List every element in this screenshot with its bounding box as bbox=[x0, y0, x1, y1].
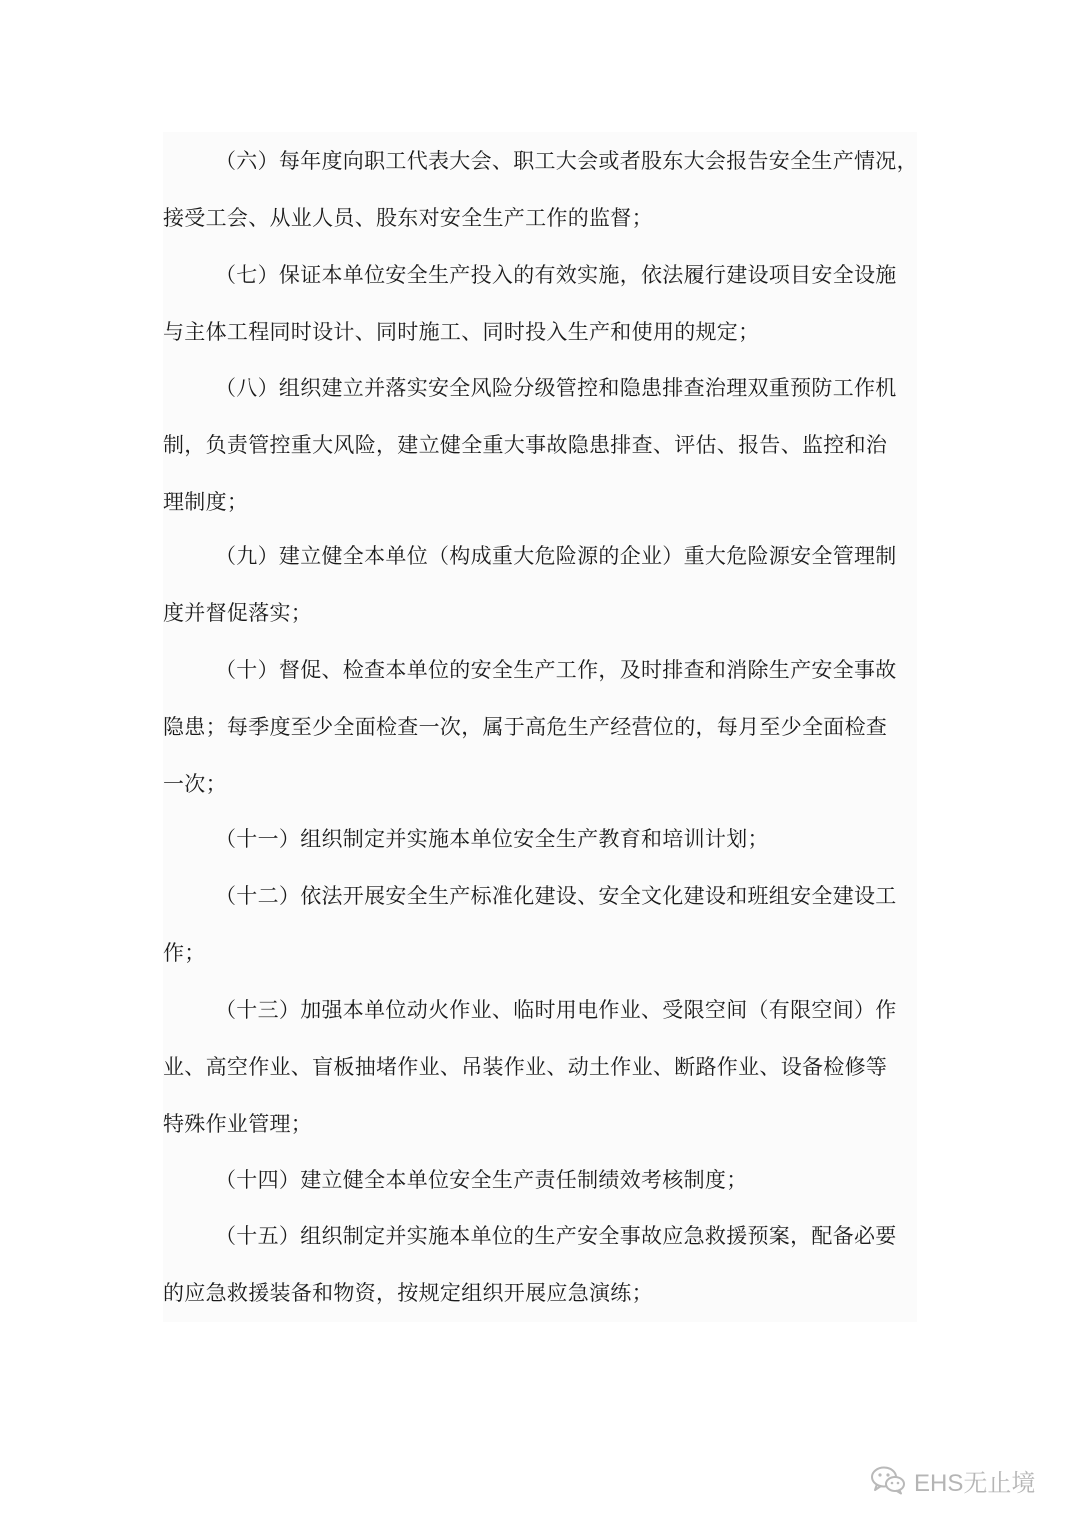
paragraph-item-7 bbox=[163, 247, 917, 361]
wechat-icon bbox=[870, 1465, 906, 1495]
paragraph-item-15 bbox=[163, 1208, 917, 1322]
paragraph-line: （七）保证本单位安全生产投入的有效实施，依法履行建设项目安全设施 bbox=[215, 263, 897, 287]
paragraph-item-14 bbox=[163, 1152, 917, 1209]
paragraph-item-12 bbox=[163, 868, 917, 982]
paragraph-line: 制，负责管控重大风险，建立健全重大事故隐患排查、评估、报告、监控和治 bbox=[163, 433, 888, 457]
paragraph-line: （十）督促、检查本单位的安全生产工作，及时排查和消除生产安全事故 bbox=[215, 658, 897, 682]
paragraph-line: （十二）依法开展安全生产标准化建设、安全文化建设和班组安全建设工 bbox=[215, 884, 897, 908]
paragraph-line: 作； bbox=[163, 941, 206, 965]
paragraph-line: 隐患；每季度至少全面检查一次，属于高危生产经营位的，每月至少全面检查 bbox=[163, 715, 888, 739]
paragraph-line: （十五）组织制定并实施本单位的生产安全事故应急救援预案，配备必要 bbox=[215, 1224, 897, 1248]
paragraph-line: 的应急救援装备和物资，按规定组织开展应急演练； bbox=[163, 1281, 653, 1305]
paragraph-line: 一次； bbox=[163, 772, 227, 796]
paragraph-line: （八）组织建立并落实安全风险分级管控和隐患排查治理双重预防工作机 bbox=[215, 376, 897, 400]
document-body bbox=[163, 132, 917, 1322]
paragraph-line: （十四）建立健全本单位安全生产责任制绩效考核制度； bbox=[215, 1168, 748, 1192]
paragraph-line: 度并督促落实； bbox=[163, 601, 313, 625]
paragraph-item-13 bbox=[163, 982, 917, 1153]
paragraph-line: （六）每年度向职工代表大会、职工大会或者股东大会报告安全生产情况， bbox=[215, 149, 918, 173]
paragraph-line: 特殊作业管理； bbox=[163, 1112, 313, 1136]
paragraph-item-11 bbox=[163, 811, 917, 868]
paragraph-line: （十一）组织制定并实施本单位安全生产教育和培训计划； bbox=[215, 827, 769, 851]
paragraph-line: 接受工会、从业人员、股东对安全生产工作的监督； bbox=[163, 206, 653, 230]
paragraph-line: （十三）加强本单位动火作业、临时用电作业、受限空间（有限空间）作 bbox=[215, 998, 897, 1022]
watermark bbox=[870, 1462, 1035, 1498]
paragraph-item-9 bbox=[163, 528, 917, 642]
watermark-text: EHS无止境 bbox=[914, 1469, 1036, 1497]
paragraph-item-8 bbox=[163, 360, 917, 531]
paragraph-line: 与主体工程同时设计、同时施工、同时投入生产和使用的规定； bbox=[163, 320, 760, 344]
paragraph-line: 理制度； bbox=[163, 490, 249, 514]
paragraph-item-6 bbox=[163, 133, 917, 247]
paragraph-item-10 bbox=[163, 642, 917, 813]
paragraph-line: 业、高空作业、盲板抽堵作业、吊装作业、动土作业、断路作业、设备检修等 bbox=[163, 1055, 888, 1079]
paragraph-line: （九）建立健全本单位（构成重大危险源的企业）重大危险源安全管理制 bbox=[215, 544, 897, 568]
